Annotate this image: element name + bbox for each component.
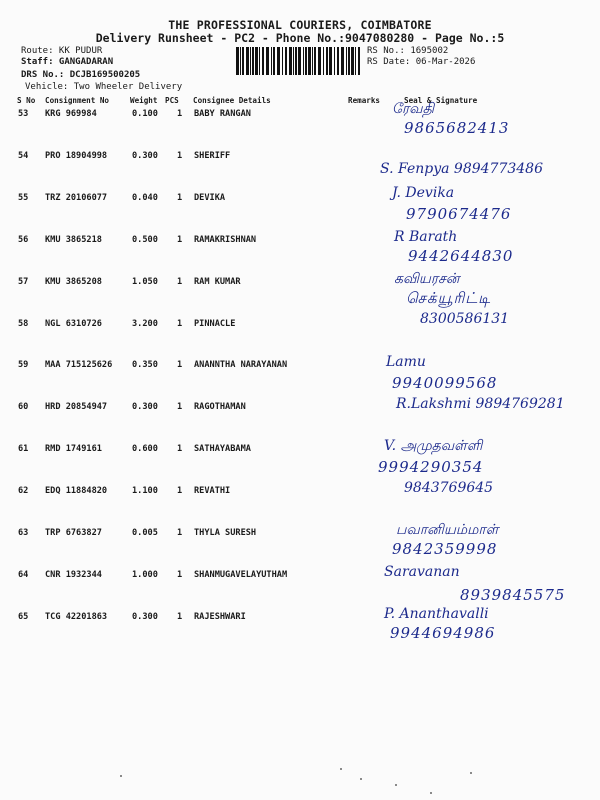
cell-pcs: 1 [177,192,183,203]
signature: 9843769645 [404,480,494,497]
table-row [0,228,600,277]
col-consignment: Consignment No [45,96,110,105]
cell-sno: 55 [18,192,29,203]
cell-weight: 1.050 [132,276,158,287]
col-sno: S No [17,96,36,105]
cell-consignee: RAMAKRISHNAN [194,234,257,245]
cell-consignee: RAM KUMAR [194,276,241,287]
cell-pcs: 1 [177,528,183,538]
signature-phone: 9865682413 [404,119,510,137]
cell-consignment: PRO 18904998 [45,150,108,161]
cell-consignment: TCG 42201863 [45,611,108,622]
cell-consignment: NGL 6310726 [45,318,102,329]
cell-consignee: SHANMUGAVELAYUTHAM [194,569,288,580]
table-row [0,396,600,444]
col-pcs: PCS [165,96,179,105]
cell-consignee: BABY RANGAN [194,109,251,119]
cell-weight: 0.040 [132,192,158,203]
cell-pcs: 1 [177,318,183,329]
table-row [0,480,600,528]
cell-weight: 1.000 [132,569,158,580]
cell-weight: 0.300 [132,150,158,161]
cell-consignment: KMU 3865218 [45,234,102,245]
cell-weight: 0.100 [132,109,158,119]
cell-pcs: 1 [177,150,183,161]
signature: 8300586131 [420,310,510,327]
cell-sno: 53 [18,109,29,119]
signature-phone: 9442644830 [408,246,514,265]
cell-consignee: DEVIKA [194,192,226,203]
table-row [0,310,600,361]
signature: Lamu [386,354,426,371]
table-row [0,184,600,235]
vehicle-label: Vehicle: Two Wheeler Delivery [25,82,183,92]
cell-sno: 59 [18,360,29,371]
cell-consignment: TRP 6763827 [45,528,102,538]
cell-sno: 58 [18,318,29,329]
cell-consignee: RAGOTHAMAN [194,402,246,413]
signature-phone: 9940099568 [392,374,498,393]
cell-weight: 3.200 [132,318,158,329]
cell-sno: 60 [18,402,29,413]
route-label: Route: KK PUDUR [21,46,103,56]
cell-weight: 0.500 [132,234,158,245]
cell-consignee: PINNACLE [194,318,236,329]
cell-pcs: 1 [177,611,183,622]
cell-consignee: REVATHI [194,486,231,497]
signature-phone: 9790674476 [406,204,512,223]
signature: R Barath [394,228,458,245]
cell-consignment: KMU 3865208 [45,276,102,287]
col-seal: Seal & Signature [404,96,478,105]
cell-consignment: EDQ 11884820 [45,486,108,497]
cell-weight: 0.300 [132,402,158,413]
signature: P. Ananthavalli [384,605,489,622]
table-row [0,563,600,612]
signature-phone: 9842359998 [392,540,498,558]
signature: R.Lakshmi 9894769281 [396,396,565,413]
signature: S. Fenpya 9894773486 [380,160,543,177]
cell-consignment: CNR 1932344 [45,569,102,580]
cell-sno: 57 [18,276,29,287]
table-row [0,438,600,486]
table-row [0,270,600,319]
drs-number: DRS No.: DCJB169500205 [21,70,141,80]
cell-pcs: 1 [177,569,183,580]
runsheet-subtitle: Delivery Runsheet - PC2 - Phone No.:9047080280 - Page No.:5 [95,31,505,45]
signature: J. Devika [392,184,455,201]
cell-consignment: MAA 715125626 [45,360,113,371]
signature-phone: 9944694986 [390,623,496,642]
col-remarks: Remarks [348,96,381,105]
cell-consignee: ANANNTHA NARAYANAN [194,360,288,371]
table-row [0,605,600,654]
cell-pcs: 1 [177,486,183,497]
cell-sno: 63 [18,528,29,538]
signature: Saravanan [384,563,460,580]
cell-pcs: 1 [177,276,183,287]
cell-consignment: HRD 20854947 [45,402,108,413]
cell-weight: 1.100 [132,486,158,497]
signature-phone: 8939845575 [460,585,566,604]
cell-pcs: 1 [177,402,183,413]
signature-phone: செக்யூரிட்டி [406,288,492,307]
cell-pcs: 1 [177,109,183,119]
cell-pcs: 1 [177,360,183,371]
cell-sno: 61 [18,444,29,455]
signature: ரேவதி [392,101,435,117]
col-weight: Weight [130,96,158,105]
signature: கவியரசன் [394,270,460,287]
cell-weight: 0.300 [132,611,158,622]
staff-label: Staff: GANGADARAN [21,57,114,67]
cell-sno: 62 [18,486,29,497]
table-row [0,101,600,151]
cell-sno: 64 [18,569,29,580]
cell-sno: 56 [18,234,29,245]
cell-consignee: SHERIFF [194,150,231,161]
table-row [0,151,600,193]
barcode-icon [236,47,362,75]
cell-sno: 54 [18,150,29,161]
rs-number: RS No.: 1695002 [367,46,449,56]
cell-consignee: SATHAYABAMA [194,444,251,455]
cell-sno: 65 [18,611,29,622]
cell-consignment: KRG 969984 [45,109,97,119]
cell-weight: 0.600 [132,444,158,455]
table-row [0,522,600,570]
signature: பவானியம்மாள் [396,522,499,538]
cell-consignee: RAJESHWARI [194,611,246,622]
cell-consignment: RMD 1749161 [45,444,102,455]
cell-consignment: TRZ 20106077 [45,192,108,203]
cell-weight: 0.350 [132,360,158,371]
cell-consignee: THYLA SURESH [194,528,257,538]
signature: V. அமுதவள்ளி [384,438,483,455]
cell-pcs: 1 [177,444,183,455]
col-consignee: Consignee Details [193,96,271,105]
cell-pcs: 1 [177,234,183,245]
runsheet-title: THE PROFESSIONAL COURIERS, COIMBATORE [168,18,432,32]
rs-date: RS Date: 06-Mar-2026 [367,57,476,67]
signature-phone: 9994290354 [378,458,484,477]
cell-weight: 0.005 [132,528,158,538]
